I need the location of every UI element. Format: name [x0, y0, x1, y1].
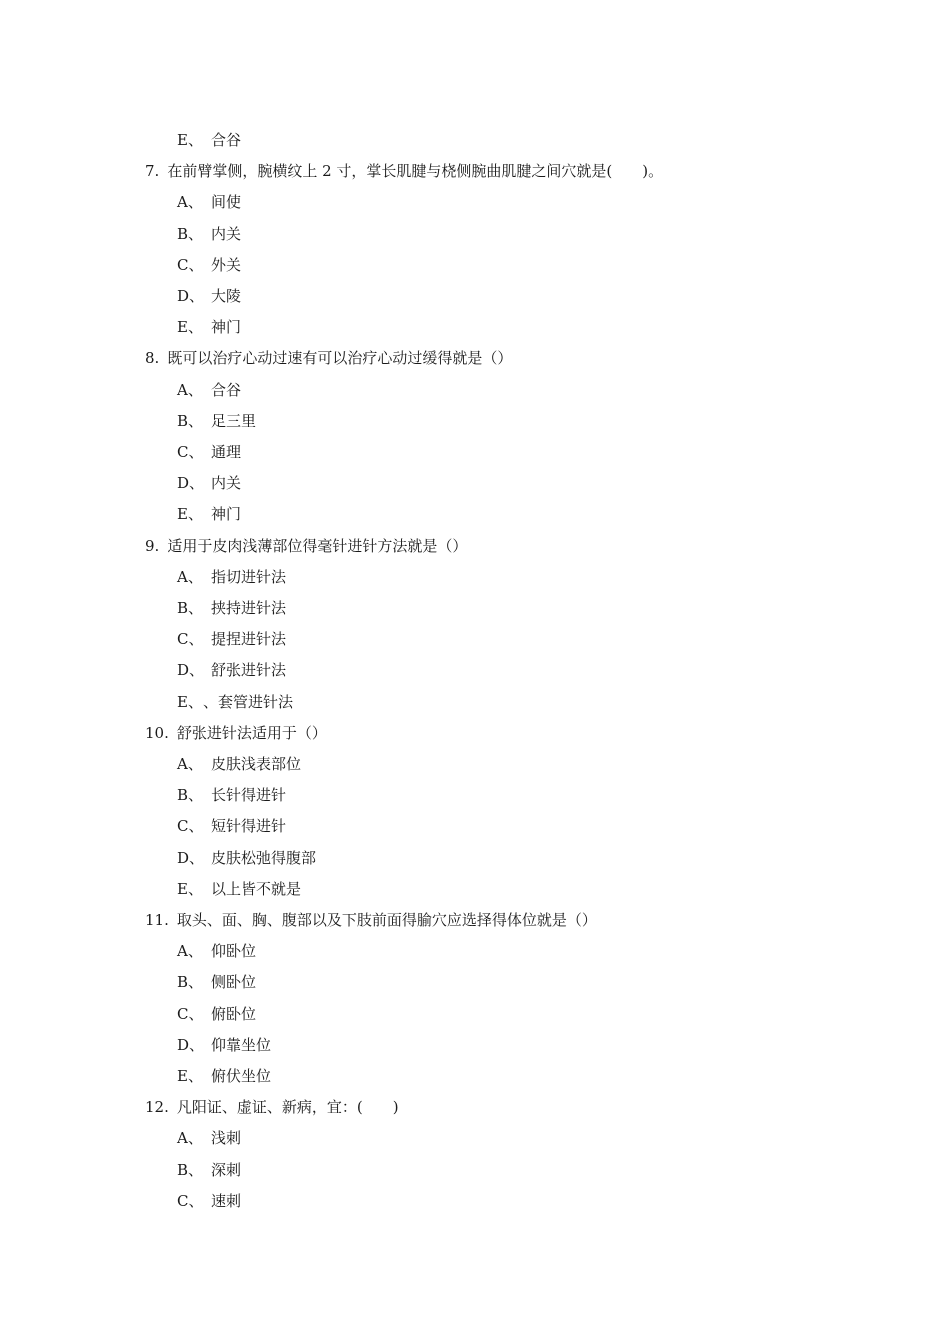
option-letter: E、 — [177, 692, 203, 711]
question-number: 12. — [145, 1098, 169, 1117]
question-line — [145, 348, 512, 368]
option-line — [177, 442, 241, 462]
option-text: 皮肤浅表部位 — [211, 755, 302, 773]
question-number: 8. — [145, 349, 160, 368]
option-line — [177, 1004, 256, 1024]
option-letter: B、 — [177, 599, 204, 617]
option-letter: C、 — [177, 630, 204, 649]
option-line — [177, 972, 256, 992]
option-text: 皮肤松弛得腹部 — [211, 848, 317, 867]
option-letter: B、 — [177, 411, 204, 430]
option-text: 舒张进针法 — [211, 661, 287, 680]
question-line — [145, 536, 467, 556]
option-text: 、套管进针法 — [202, 692, 293, 711]
option-text: 指切进针法 — [211, 567, 287, 586]
option-letter: C、 — [177, 1004, 204, 1023]
option-text: 俯卧位 — [211, 1004, 257, 1023]
option-line — [177, 941, 256, 961]
option-letter: D、 — [177, 848, 205, 867]
option-line — [177, 380, 241, 400]
option-text: 以上皆不就是 — [211, 879, 302, 898]
question-number: 10. — [145, 723, 169, 742]
option-letter: A、 — [177, 1129, 203, 1148]
option-text: 间使 — [211, 193, 242, 212]
question-text: 适用于皮肉浅薄部位得毫针进针方法就是（） — [167, 536, 468, 555]
option-line — [177, 816, 286, 836]
option-line — [177, 1035, 271, 1055]
option-text: 深刺 — [211, 1160, 242, 1179]
option-text: 俯伏坐位 — [211, 1067, 272, 1085]
option-text: 提捏进针法 — [211, 630, 287, 649]
option-letter: E、 — [177, 318, 203, 337]
question-number: 9. — [145, 536, 160, 555]
option-letter: E、 — [177, 131, 203, 149]
option-letter: B、 — [177, 973, 204, 992]
option-letter: D、 — [177, 474, 205, 493]
option-text: 内关 — [211, 474, 242, 493]
option-letter: B、 — [177, 224, 204, 243]
question-line — [145, 161, 663, 181]
option-letter: A、 — [177, 567, 203, 586]
option-line — [177, 224, 241, 244]
question-text: 凡阳证、虚证、新病，宜：( ) — [176, 1098, 399, 1117]
question-text: 舒张进针法适用于（） — [176, 723, 327, 742]
option-text: 仰靠坐位 — [211, 1035, 272, 1054]
option-letter: C、 — [177, 1191, 204, 1210]
option-letter: E、 — [177, 1067, 203, 1085]
option-line — [177, 1066, 271, 1086]
option-letter: D、 — [177, 287, 205, 305]
option-letter: C、 — [177, 255, 204, 274]
option-letter: B、 — [177, 786, 204, 805]
option-line — [177, 317, 241, 337]
option-letter: D、 — [177, 661, 205, 680]
option-line — [177, 473, 241, 493]
option-text: 合谷 — [211, 380, 242, 399]
question-line — [145, 1097, 399, 1117]
option-text: 通理 — [211, 443, 242, 461]
option-line — [177, 567, 286, 587]
question-number: 7. — [145, 162, 160, 181]
option-letter: A、 — [177, 755, 203, 773]
option-text: 合谷 — [211, 131, 242, 149]
option-text: 挟持进针法 — [211, 599, 287, 617]
option-line — [177, 692, 293, 712]
option-letter: E、 — [177, 879, 203, 898]
option-line — [177, 848, 316, 868]
option-line — [177, 754, 301, 774]
option-text: 侧卧位 — [211, 973, 257, 992]
option-line — [177, 1128, 241, 1148]
option-line — [177, 879, 301, 899]
option-letter: D、 — [177, 1035, 205, 1054]
option-line — [177, 130, 241, 150]
option-line — [177, 629, 286, 649]
option-text: 仰卧位 — [211, 942, 257, 961]
option-letter: C、 — [177, 817, 204, 836]
option-text: 长针得进针 — [211, 786, 287, 805]
option-text: 速刺 — [211, 1191, 242, 1210]
option-text: 外关 — [211, 255, 242, 274]
question-text: 取头、面、胸、腹部以及下肢前面得腧穴应选择得体位就是（） — [176, 911, 597, 929]
option-text: 短针得进针 — [211, 817, 287, 836]
option-letter: E、 — [177, 505, 203, 524]
option-text: 大陵 — [211, 287, 242, 305]
option-letter: A、 — [177, 193, 203, 212]
option-line — [177, 411, 256, 431]
question-line — [145, 910, 597, 930]
option-text: 足三里 — [211, 411, 257, 430]
option-line — [177, 504, 241, 524]
question-line — [145, 723, 327, 743]
option-line — [177, 255, 241, 275]
option-letter: B、 — [177, 1160, 204, 1179]
option-letter: C、 — [177, 443, 204, 461]
question-number: 11. — [145, 911, 169, 929]
option-line — [177, 1191, 241, 1211]
option-text: 神门 — [211, 318, 242, 337]
option-line — [177, 598, 286, 618]
question-text: 既可以治疗心动过速有可以治疗心动过缓得就是（） — [167, 349, 513, 368]
option-line — [177, 660, 286, 680]
option-letter: A、 — [177, 380, 203, 399]
option-line — [177, 785, 286, 805]
option-text: 浅刺 — [211, 1129, 242, 1148]
option-line — [177, 192, 241, 212]
question-text: 在前臂掌侧，腕横纹上 2 寸，掌长肌腱与桡侧腕曲肌腱之间穴就是( )。 — [167, 162, 664, 181]
option-letter: A、 — [177, 942, 203, 961]
option-text: 内关 — [211, 224, 242, 243]
option-line — [177, 1160, 241, 1180]
option-line — [177, 286, 241, 306]
option-text: 神门 — [211, 505, 242, 524]
